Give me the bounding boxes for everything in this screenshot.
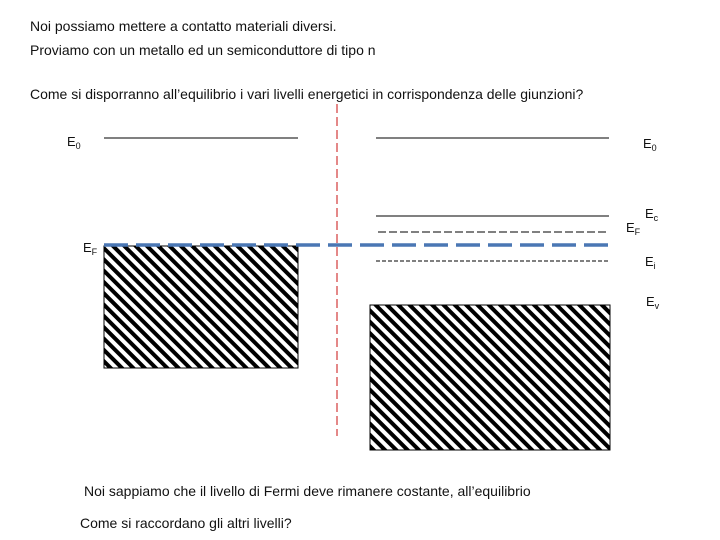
metal-e0-label: $E_0$ <box>67 134 81 151</box>
intro-line-1: Noi possiamo mettere a contatto materiali diversi. <box>30 18 337 34</box>
valence-band <box>370 305 610 450</box>
semiconductor-ec-label: $E_c$ <box>645 206 659 223</box>
question-text: Come si disporranno all’equilibrio i vari livelli energetici in corrispondenza delle giunzioni? <box>30 86 584 102</box>
intro-line-2: Proviamo con un metallo ed un semiconduttore di tipo n <box>30 42 376 58</box>
semiconductor-ef-label: $E_F$ <box>626 220 641 237</box>
footer-line-2: Come si raccordano gli altri livelli? <box>80 515 292 531</box>
semiconductor-ev-label: $E_v$ <box>646 294 660 311</box>
semiconductor-e0-label: $E_0$ <box>643 136 657 153</box>
metal-filled-band <box>104 246 298 368</box>
footer-line-1: Noi sappiamo che il livello di Fermi deve rimanere costante, all’equilibrio <box>84 483 531 499</box>
metal-ef-label: $E_F$ <box>83 240 98 257</box>
semiconductor-ei-label: $E_i$ <box>645 254 656 271</box>
